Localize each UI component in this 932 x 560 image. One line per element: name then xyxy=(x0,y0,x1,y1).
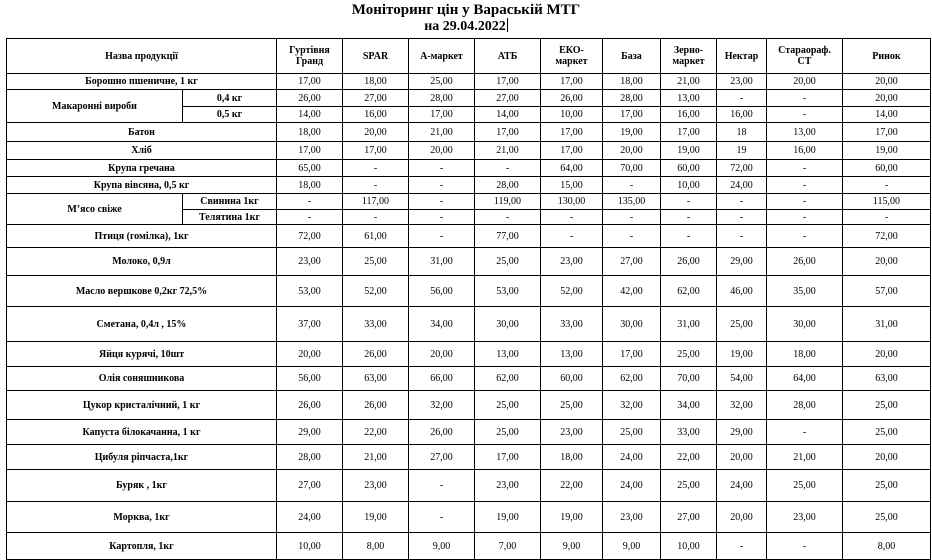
price-cell: 23,00 xyxy=(767,502,843,533)
price-cell: 65,00 xyxy=(277,160,343,177)
price-cell: - xyxy=(717,90,767,107)
price-cell: 56,00 xyxy=(277,367,343,391)
price-cell: - xyxy=(717,194,767,210)
price-cell: 20,00 xyxy=(277,342,343,367)
price-cell: 19,00 xyxy=(343,502,409,533)
column-header-zerno-market xyxy=(661,39,717,74)
table-row xyxy=(7,307,931,342)
price-cell: 17,00 xyxy=(541,74,603,90)
price-cell: 135,00 xyxy=(603,194,661,210)
column-header-staroraf-st-line1: Стараораф. xyxy=(778,45,831,56)
price-cell: 64,00 xyxy=(767,367,843,391)
price-cell: - xyxy=(475,210,541,225)
price-cell: 72,00 xyxy=(843,225,931,248)
price-cell: 19,00 xyxy=(717,342,767,367)
price-cell: 17,00 xyxy=(603,107,661,123)
price-cell: - xyxy=(603,225,661,248)
price-cell: 18,00 xyxy=(277,177,343,194)
price-cell: 77,00 xyxy=(475,225,541,248)
price-cell: 19,00 xyxy=(843,142,931,160)
price-cell: - xyxy=(409,160,475,177)
column-header-staroraf-st-line2: СТ xyxy=(797,56,812,67)
price-cell: 19 xyxy=(717,142,767,160)
price-cell: 53,00 xyxy=(475,276,541,307)
price-cell: 62,00 xyxy=(661,276,717,307)
price-cell: 15,00 xyxy=(541,177,603,194)
price-cell: 25,00 xyxy=(661,342,717,367)
product-name: Масло вершкове 0,2кг 72,5% xyxy=(7,276,277,307)
price-cell: 31,00 xyxy=(661,307,717,342)
price-cell: 13,00 xyxy=(767,123,843,142)
product-name: Олія соняшникова xyxy=(7,367,277,391)
price-cell: 29,00 xyxy=(277,420,343,445)
price-cell: 32,00 xyxy=(409,391,475,420)
price-cell: 22,00 xyxy=(661,445,717,470)
product-variant: Телятина 1кг xyxy=(183,210,277,225)
price-cell: 25,00 xyxy=(843,391,931,420)
price-cell: - xyxy=(767,210,843,225)
product-name: Крупа вівсяна, 0,5 кг xyxy=(7,177,277,194)
column-header-gurtivnya-grand-line1: Гуртівня xyxy=(289,45,330,56)
price-cell: - xyxy=(603,210,661,225)
price-cell: 25,00 xyxy=(767,470,843,502)
header-row xyxy=(7,39,931,74)
price-cell: 37,00 xyxy=(277,307,343,342)
price-cell: 17,00 xyxy=(475,123,541,142)
price-cell: 26,00 xyxy=(277,90,343,107)
document-subtitle xyxy=(0,18,932,34)
price-cell: 13,00 xyxy=(475,342,541,367)
product-name: Морква, 1кг xyxy=(7,502,277,533)
price-cell: 25,00 xyxy=(541,391,603,420)
table-row xyxy=(7,225,931,248)
price-cell: 28,00 xyxy=(277,445,343,470)
product-name: Цибуля ріпчаста,1кг xyxy=(7,445,277,470)
price-cell: - xyxy=(843,210,931,225)
price-cell: 30,00 xyxy=(475,307,541,342)
price-cell: 20,00 xyxy=(717,445,767,470)
price-cell: 70,00 xyxy=(661,367,717,391)
price-cell: 17,00 xyxy=(843,123,931,142)
price-cell: 35,00 xyxy=(767,276,843,307)
price-cell: - xyxy=(343,210,409,225)
table-row xyxy=(7,420,931,445)
price-cell: 21,00 xyxy=(475,142,541,160)
price-cell: 53,00 xyxy=(277,276,343,307)
price-cell: 24,00 xyxy=(603,445,661,470)
price-cell: 24,00 xyxy=(277,502,343,533)
price-cell: - xyxy=(343,177,409,194)
table-row xyxy=(7,502,931,533)
price-cell: 16,00 xyxy=(717,107,767,123)
price-cell: 28,00 xyxy=(767,391,843,420)
column-header-zerno-market-line1: Зерно- xyxy=(673,45,704,56)
price-cell: 13,00 xyxy=(661,90,717,107)
price-cell: 33,00 xyxy=(343,307,409,342)
price-cell: - xyxy=(767,533,843,560)
product-name: М’ясо свіже xyxy=(7,194,183,225)
price-cell: 62,00 xyxy=(603,367,661,391)
price-cell: 18,00 xyxy=(603,74,661,90)
price-cell: 19,00 xyxy=(541,502,603,533)
price-cell: 17,00 xyxy=(409,107,475,123)
price-cell: 27,00 xyxy=(409,445,475,470)
price-cell: 60,00 xyxy=(843,160,931,177)
price-cell: 25,00 xyxy=(343,248,409,276)
price-cell: 25,00 xyxy=(843,502,931,533)
price-cell: - xyxy=(767,420,843,445)
price-cell: 24,00 xyxy=(717,470,767,502)
price-cell: 27,00 xyxy=(661,502,717,533)
product-variant: 0,5 кг xyxy=(183,107,277,123)
price-cell: 57,00 xyxy=(843,276,931,307)
price-cell: 7,00 xyxy=(475,533,541,560)
product-name: Молоко, 0,9л xyxy=(7,248,277,276)
price-cell: - xyxy=(717,533,767,560)
price-cell: 60,00 xyxy=(661,160,717,177)
price-cell: 20,00 xyxy=(603,142,661,160)
price-cell: 25,00 xyxy=(603,420,661,445)
price-cell: 72,00 xyxy=(277,225,343,248)
product-name: Птиця (гомілка), 1кг xyxy=(7,225,277,248)
price-cell: - xyxy=(475,160,541,177)
price-cell: 16,00 xyxy=(767,142,843,160)
text-cursor xyxy=(507,18,508,32)
price-cell: 17,00 xyxy=(541,123,603,142)
price-cell: 14,00 xyxy=(843,107,931,123)
product-name: Яйця курячі, 10шт xyxy=(7,342,277,367)
column-header-a-market: А-маркет xyxy=(409,39,475,74)
price-cell: 21,00 xyxy=(343,445,409,470)
column-header-eko-market-line2: маркет xyxy=(555,56,588,67)
product-variant: 0,4 кг xyxy=(183,90,277,107)
table-row xyxy=(7,194,931,210)
product-name: Макаронні вироби xyxy=(7,90,183,123)
table-row xyxy=(7,142,931,160)
price-cell: 117,00 xyxy=(343,194,409,210)
product-name: Сметана, 0,4л , 15% xyxy=(7,307,277,342)
column-header-rynok: Ринок xyxy=(843,39,931,74)
price-cell: - xyxy=(767,225,843,248)
column-header-atb: АТБ xyxy=(475,39,541,74)
price-cell: 66,00 xyxy=(409,367,475,391)
price-cell: - xyxy=(717,210,767,225)
product-name: Картопля, 1кг xyxy=(7,533,277,560)
price-cell: 13,00 xyxy=(541,342,603,367)
price-cell: 14,00 xyxy=(475,107,541,123)
price-cell: 20,00 xyxy=(767,74,843,90)
price-cell: 23,00 xyxy=(717,74,767,90)
price-cell: 8,00 xyxy=(343,533,409,560)
price-cell: 17,00 xyxy=(541,142,603,160)
price-cell: 25,00 xyxy=(409,74,475,90)
price-cell: - xyxy=(661,225,717,248)
table-row xyxy=(7,276,931,307)
price-cell: - xyxy=(409,177,475,194)
price-cell: 115,00 xyxy=(843,194,931,210)
price-cell: 32,00 xyxy=(717,391,767,420)
price-cell: 130,00 xyxy=(541,194,603,210)
product-name: Цукор кристалічний, 1 кг xyxy=(7,391,277,420)
price-cell: 23,00 xyxy=(343,470,409,502)
price-cell: 25,00 xyxy=(475,420,541,445)
price-cell: 21,00 xyxy=(767,445,843,470)
product-name: Хліб xyxy=(7,142,277,160)
price-cell: 16,00 xyxy=(343,107,409,123)
price-cell: 23,00 xyxy=(603,502,661,533)
price-cell: 34,00 xyxy=(661,391,717,420)
price-cell: 8,00 xyxy=(843,533,931,560)
column-header-spar: SPAR xyxy=(343,39,409,74)
price-cell: 20,00 xyxy=(343,123,409,142)
price-cell: 10,00 xyxy=(541,107,603,123)
price-cell: 26,00 xyxy=(541,90,603,107)
price-cell: - xyxy=(277,210,343,225)
price-cell: 23,00 xyxy=(541,248,603,276)
price-cell: 9,00 xyxy=(603,533,661,560)
table-row xyxy=(7,367,931,391)
price-cell: - xyxy=(767,107,843,123)
price-cell: 56,00 xyxy=(409,276,475,307)
table-row xyxy=(7,123,931,142)
document-title xyxy=(0,2,932,18)
table-row xyxy=(7,177,931,194)
price-cell: 9,00 xyxy=(541,533,603,560)
price-cell: 23,00 xyxy=(475,470,541,502)
price-cell: - xyxy=(409,210,475,225)
price-cell: - xyxy=(661,194,717,210)
price-cell: 19,00 xyxy=(475,502,541,533)
product-name: Капуста білокачанна, 1 кг xyxy=(7,420,277,445)
price-rows xyxy=(7,74,931,560)
price-cell: 25,00 xyxy=(475,391,541,420)
price-cell: 10,00 xyxy=(277,533,343,560)
price-cell: 19,00 xyxy=(603,123,661,142)
price-cell: - xyxy=(767,160,843,177)
price-cell: 18,00 xyxy=(277,123,343,142)
price-cell: 21,00 xyxy=(661,74,717,90)
price-cell: 27,00 xyxy=(603,248,661,276)
price-cell: 29,00 xyxy=(717,420,767,445)
price-cell: 17,00 xyxy=(277,74,343,90)
price-cell: 14,00 xyxy=(277,107,343,123)
price-cell: 60,00 xyxy=(541,367,603,391)
price-cell: - xyxy=(843,177,931,194)
price-cell: 29,00 xyxy=(717,248,767,276)
price-cell: 25,00 xyxy=(717,307,767,342)
price-cell: 24,00 xyxy=(603,470,661,502)
price-cell: 18 xyxy=(717,123,767,142)
price-cell: 20,00 xyxy=(843,90,931,107)
price-cell: 25,00 xyxy=(843,470,931,502)
column-header-product: Назва продукції xyxy=(7,39,277,74)
price-cell: - xyxy=(277,194,343,210)
column-header-staroraf-st xyxy=(767,39,843,74)
price-cell: 46,00 xyxy=(717,276,767,307)
price-cell: 22,00 xyxy=(541,470,603,502)
price-cell: 10,00 xyxy=(661,177,717,194)
product-name: Крупа гречана xyxy=(7,160,277,177)
price-cell: - xyxy=(767,177,843,194)
price-cell: - xyxy=(661,210,717,225)
price-cell: 26,00 xyxy=(277,391,343,420)
price-cell: 52,00 xyxy=(343,276,409,307)
price-cell: 119,00 xyxy=(475,194,541,210)
price-cell: 54,00 xyxy=(717,367,767,391)
price-cell: 31,00 xyxy=(843,307,931,342)
price-cell: 26,00 xyxy=(343,391,409,420)
price-cell: 28,00 xyxy=(409,90,475,107)
price-cell: 30,00 xyxy=(767,307,843,342)
price-cell: - xyxy=(541,225,603,248)
price-cell: 10,00 xyxy=(661,533,717,560)
price-cell: 24,00 xyxy=(717,177,767,194)
price-cell: 17,00 xyxy=(343,142,409,160)
price-cell: 63,00 xyxy=(843,367,931,391)
price-cell: 61,00 xyxy=(343,225,409,248)
price-cell: 20,00 xyxy=(843,74,931,90)
table-row xyxy=(7,160,931,177)
price-cell: 32,00 xyxy=(603,391,661,420)
price-cell: 26,00 xyxy=(343,342,409,367)
price-cell: 18,00 xyxy=(767,342,843,367)
price-cell: 70,00 xyxy=(603,160,661,177)
price-cell: 16,00 xyxy=(661,107,717,123)
column-header-eko-market xyxy=(541,39,603,74)
price-cell: - xyxy=(767,90,843,107)
price-cell: - xyxy=(767,194,843,210)
price-cell: 25,00 xyxy=(843,420,931,445)
price-cell: 17,00 xyxy=(603,342,661,367)
price-cell: 20,00 xyxy=(843,342,931,367)
product-name: Борошно пшеничне, 1 кг xyxy=(7,74,277,90)
column-header-zerno-market-line2: маркет xyxy=(672,56,705,67)
price-cell: - xyxy=(409,502,475,533)
price-cell: 17,00 xyxy=(475,74,541,90)
price-cell: 28,00 xyxy=(603,90,661,107)
price-cell: 33,00 xyxy=(541,307,603,342)
price-cell: 26,00 xyxy=(767,248,843,276)
price-cell: - xyxy=(541,210,603,225)
table-row xyxy=(7,533,931,560)
price-cell: 21,00 xyxy=(409,123,475,142)
price-cell: 20,00 xyxy=(843,248,931,276)
column-header-baza: База xyxy=(603,39,661,74)
price-cell: - xyxy=(343,160,409,177)
price-cell: 64,00 xyxy=(541,160,603,177)
price-cell: 27,00 xyxy=(343,90,409,107)
price-cell: 25,00 xyxy=(661,470,717,502)
column-header-gurtivnya-grand xyxy=(277,39,343,74)
price-cell: 20,00 xyxy=(409,342,475,367)
document-title-text: Моніторинг цін у Вараській МТГ xyxy=(351,2,581,18)
price-cell: 23,00 xyxy=(541,420,603,445)
price-cell: - xyxy=(603,177,661,194)
price-cell: 19,00 xyxy=(661,142,717,160)
price-cell: 27,00 xyxy=(277,470,343,502)
price-cell: 25,00 xyxy=(475,248,541,276)
price-cell: 28,00 xyxy=(475,177,541,194)
product-name: Буряк , 1кг xyxy=(7,470,277,502)
price-cell: 72,00 xyxy=(717,160,767,177)
price-cell: 23,00 xyxy=(277,248,343,276)
price-cell: 17,00 xyxy=(661,123,717,142)
price-cell: 31,00 xyxy=(409,248,475,276)
price-cell: 20,00 xyxy=(843,445,931,470)
price-cell: - xyxy=(409,194,475,210)
price-cell: 17,00 xyxy=(277,142,343,160)
column-header-nektar: Нектар xyxy=(717,39,767,74)
price-cell: 18,00 xyxy=(541,445,603,470)
price-cell: 20,00 xyxy=(717,502,767,533)
product-variant: Свинина 1кг xyxy=(183,194,277,210)
table-row xyxy=(7,248,931,276)
price-cell: 52,00 xyxy=(541,276,603,307)
price-cell: 9,00 xyxy=(409,533,475,560)
price-cell: 26,00 xyxy=(661,248,717,276)
price-cell: - xyxy=(409,225,475,248)
price-cell: 27,00 xyxy=(475,90,541,107)
table-row xyxy=(7,445,931,470)
price-cell: 18,00 xyxy=(343,74,409,90)
price-cell: 26,00 xyxy=(409,420,475,445)
price-cell: 62,00 xyxy=(475,367,541,391)
price-cell: 17,00 xyxy=(475,445,541,470)
price-cell: 33,00 xyxy=(661,420,717,445)
price-cell: 42,00 xyxy=(603,276,661,307)
product-name: Батон xyxy=(7,123,277,142)
price-cell: 63,00 xyxy=(343,367,409,391)
table-row xyxy=(7,90,931,107)
column-header-gurtivnya-grand-line2: Гранд xyxy=(295,56,324,67)
table-row xyxy=(7,470,931,502)
price-cell: 22,00 xyxy=(343,420,409,445)
table-row xyxy=(7,74,931,90)
price-cell: 20,00 xyxy=(409,142,475,160)
price-cell: - xyxy=(717,225,767,248)
price-cell: - xyxy=(409,470,475,502)
document-subtitle-text: на 29.04.2022 xyxy=(424,19,506,34)
price-cell: 34,00 xyxy=(409,307,475,342)
table-row xyxy=(7,391,931,420)
price-cell: 30,00 xyxy=(603,307,661,342)
table-row xyxy=(7,342,931,367)
price-table xyxy=(6,38,931,560)
column-header-eko-market-line1: ЕКО- xyxy=(559,45,584,56)
